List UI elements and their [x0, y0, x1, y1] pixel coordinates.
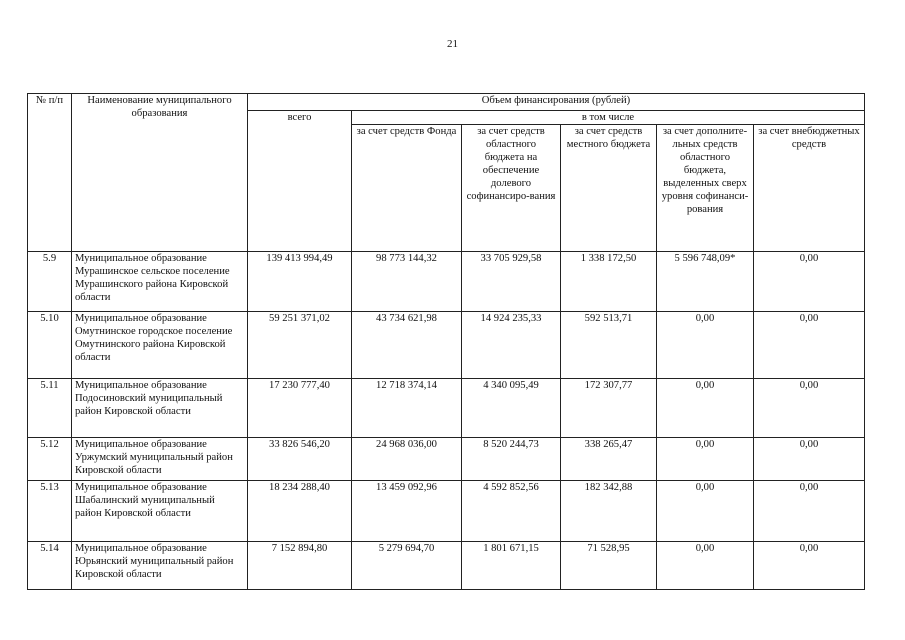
header-regional: за счет средств областного бюджета на обеспечение долевого софинансиро-вания — [462, 125, 561, 252]
header-fund: за счет средств Фонда — [352, 125, 462, 252]
row-fund: 98 773 144,32 — [352, 252, 462, 312]
table-row — [28, 312, 865, 379]
table-row — [28, 481, 865, 542]
row-municipality: Муниципальное образование Уржумский муниципальный район Кировской области — [72, 438, 248, 481]
financing-table — [27, 93, 865, 590]
header-no: № п/п — [28, 94, 72, 252]
row-regional: 8 520 244,73 — [462, 438, 561, 481]
header-additional: за счет дополните-льных средств областного бюджета, выделенных сверх уровня софинанси-рования — [657, 125, 754, 252]
row-total: 7 152 894,80 — [248, 542, 352, 590]
row-total: 139 413 994,49 — [248, 252, 352, 312]
row-offbudget: 0,00 — [754, 542, 865, 590]
header-local: за счет средств местного бюджета — [561, 125, 657, 252]
row-additional: 0,00 — [657, 379, 754, 438]
row-total: 59 251 371,02 — [248, 312, 352, 379]
row-fund: 43 734 621,98 — [352, 312, 462, 379]
row-offbudget: 0,00 — [754, 252, 865, 312]
row-municipality: Муниципальное образование Шабалинский муниципальный район Кировской области — [72, 481, 248, 542]
row-local: 338 265,47 — [561, 438, 657, 481]
header-volume: Объем финансирования (рублей) — [248, 94, 865, 111]
header-name: Наименование муниципального образования — [72, 94, 248, 252]
row-offbudget: 0,00 — [754, 312, 865, 379]
page-number: 21 — [447, 38, 458, 50]
row-local: 592 513,71 — [561, 312, 657, 379]
row-total: 33 826 546,20 — [248, 438, 352, 481]
row-fund: 13 459 092,96 — [352, 481, 462, 542]
row-number: 5.11 — [28, 379, 72, 438]
row-number: 5.14 — [28, 542, 72, 590]
row-additional: 0,00 — [657, 438, 754, 481]
row-regional: 14 924 235,33 — [462, 312, 561, 379]
row-additional: 0,00 — [657, 481, 754, 542]
header-including: в том числе — [352, 111, 865, 125]
row-regional: 4 592 852,56 — [462, 481, 561, 542]
row-local: 71 528,95 — [561, 542, 657, 590]
table-row — [28, 542, 865, 590]
row-regional: 1 801 671,15 — [462, 542, 561, 590]
row-total: 18 234 288,40 — [248, 481, 352, 542]
table-row — [28, 438, 865, 481]
row-local: 182 342,88 — [561, 481, 657, 542]
row-additional: 5 596 748,09* — [657, 252, 754, 312]
row-fund: 24 968 036,00 — [352, 438, 462, 481]
row-local: 1 338 172,50 — [561, 252, 657, 312]
row-fund: 5 279 694,70 — [352, 542, 462, 590]
table-row — [28, 252, 865, 312]
row-offbudget: 0,00 — [754, 379, 865, 438]
row-number: 5.9 — [28, 252, 72, 312]
row-municipality: Муниципальное образование Мурашинское сельское поселение Мурашинского района Кировской области — [72, 252, 248, 312]
row-number: 5.13 — [28, 481, 72, 542]
row-offbudget: 0,00 — [754, 481, 865, 542]
table-row — [28, 379, 865, 438]
row-additional: 0,00 — [657, 312, 754, 379]
row-number: 5.10 — [28, 312, 72, 379]
row-number: 5.12 — [28, 438, 72, 481]
row-offbudget: 0,00 — [754, 438, 865, 481]
row-additional: 0,00 — [657, 542, 754, 590]
row-municipality: Муниципальное образование Подосиновский муниципальный район Кировской области — [72, 379, 248, 438]
row-regional: 33 705 929,58 — [462, 252, 561, 312]
row-municipality: Муниципальное образование Юрьянский муниципальный район Кировской области — [72, 542, 248, 590]
row-total: 17 230 777,40 — [248, 379, 352, 438]
row-municipality: Муниципальное образование Омутнинское городское поселение Омутнинского района Кировской области — [72, 312, 248, 379]
header-total: всего — [248, 111, 352, 252]
header-offbudget: за счет внебюджетных средств — [754, 125, 865, 252]
row-regional: 4 340 095,49 — [462, 379, 561, 438]
row-fund: 12 718 374,14 — [352, 379, 462, 438]
row-local: 172 307,77 — [561, 379, 657, 438]
